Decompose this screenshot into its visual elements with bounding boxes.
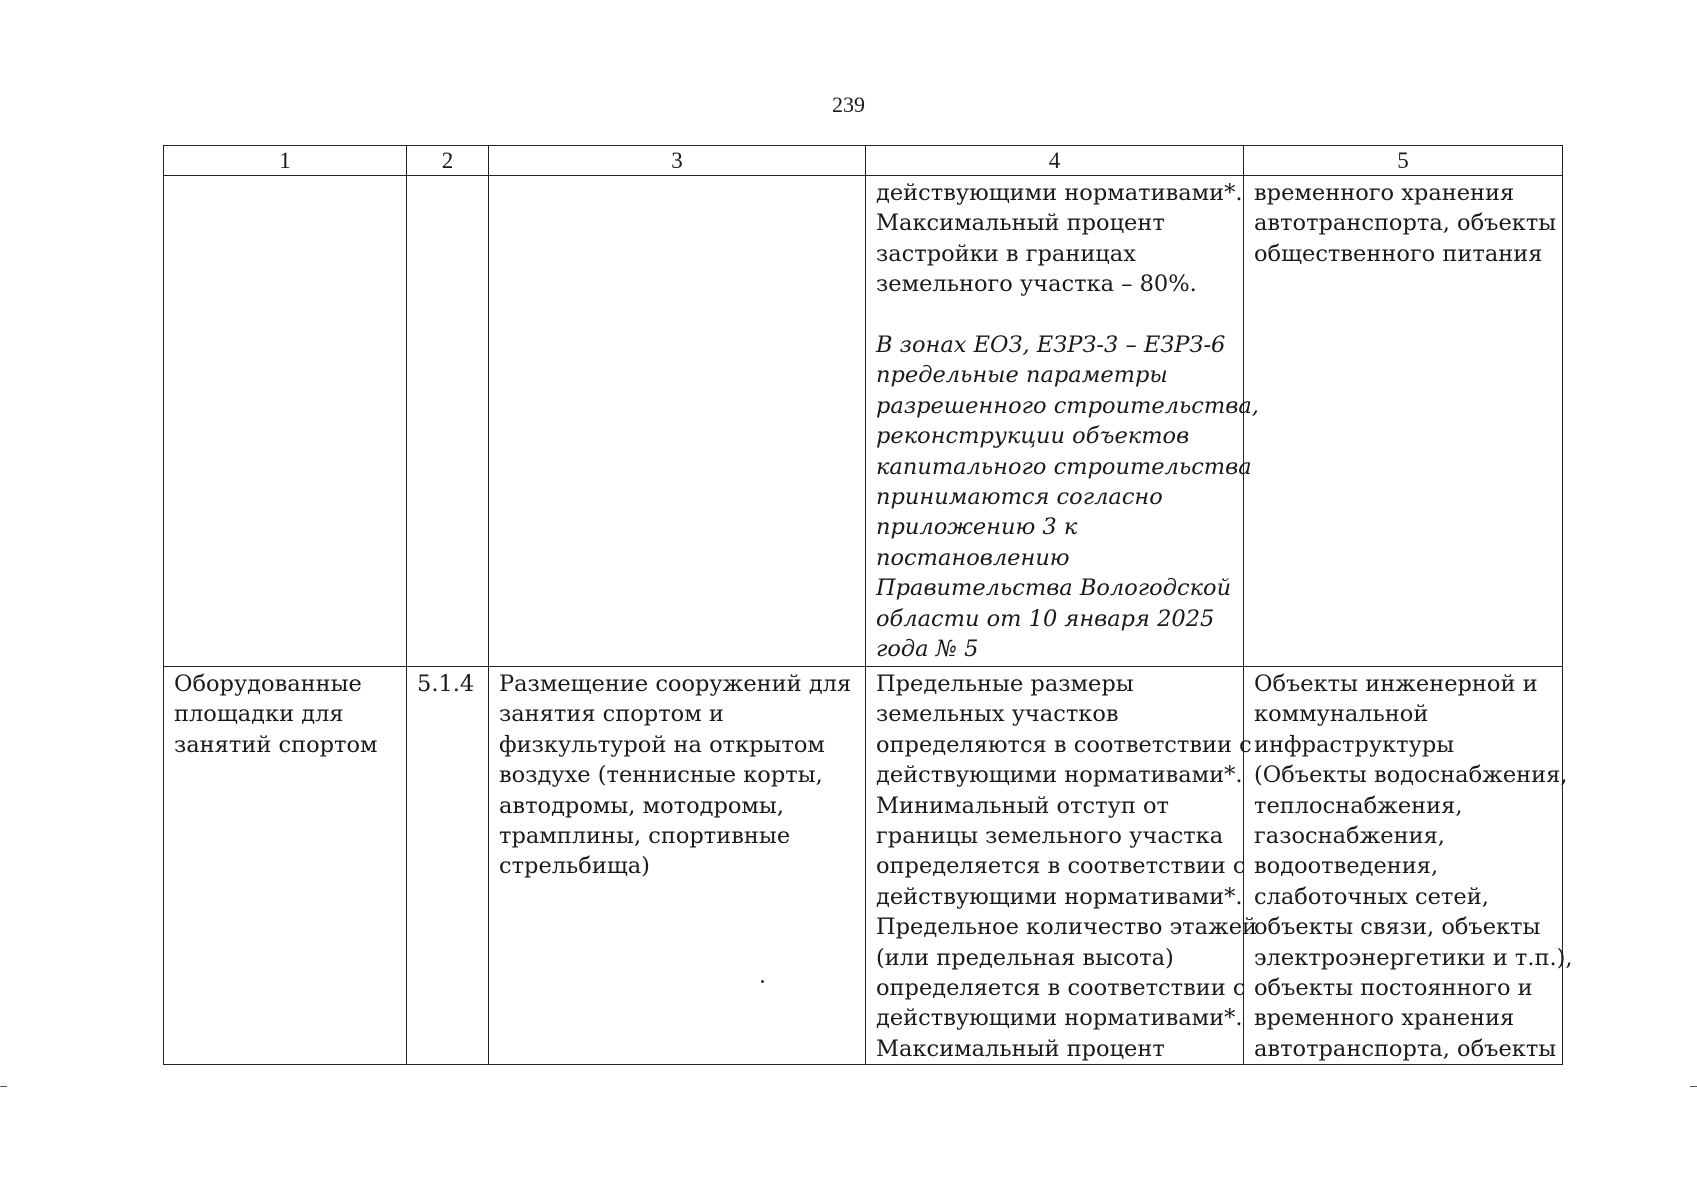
text-line: занятий спортом (174, 731, 378, 758)
text-line: действующими нормативами*. (876, 1005, 1243, 1032)
text-line: действующими нормативами*. (876, 883, 1243, 910)
text-line: Максимальный процент (876, 1035, 1165, 1062)
text-line: определяются в соответствии с (876, 731, 1252, 758)
text-line: площадки для (174, 701, 344, 728)
text-line: (или предельная высота) (876, 944, 1174, 971)
text-line: автотранспорта, объекты (1254, 1035, 1557, 1062)
column-header-4: 4 (866, 146, 1244, 176)
page-number: 239 (832, 92, 865, 117)
text-line: электроэнергетики и т.п.), (1254, 944, 1573, 971)
text-line: коммунальной (1254, 701, 1429, 728)
text-line: временного хранения (1254, 180, 1515, 206)
text-line: земельных участков (876, 701, 1119, 728)
cell-use-code (407, 667, 489, 1065)
regulations-table (163, 145, 1573, 1065)
text-line: водоотведения, (1254, 853, 1439, 880)
italic-text-line: постановлению (876, 544, 1070, 571)
text-line: трамплины, спортивные (499, 823, 791, 850)
text-line: Минимальный отступ от (876, 792, 1169, 819)
cell-parameters-continued (866, 176, 1259, 667)
text-line: определяется в соответствии с (876, 853, 1246, 880)
text-line: газоснабжения, (1254, 823, 1445, 850)
text-line: инфраструктуры (1254, 731, 1455, 758)
text-line: Размещение сооружений для (499, 671, 852, 697)
cell-code-empty (407, 176, 489, 667)
table-row-continuation (164, 176, 1563, 667)
text-line: теплоснабжения, (1254, 792, 1463, 819)
left-margin-tick (0, 1086, 7, 1087)
text-line: (Объекты водоснабжения, (1254, 762, 1568, 789)
italic-text-line: принимаются согласно (876, 484, 1163, 511)
text-line: застройки в границах (876, 240, 1136, 267)
cell-use-objects (1244, 667, 1573, 1065)
column-header-3: 3 (489, 146, 866, 176)
italic-text-line: приложению 3 к (876, 514, 1078, 541)
scan-dot (761, 980, 764, 983)
italic-text-line: года № 5 (876, 636, 979, 663)
table-header-row (164, 146, 1563, 176)
right-margin-tick (1690, 1086, 1697, 1087)
column-header-1: 1 (164, 146, 407, 176)
text-line: занятия спортом и (499, 701, 724, 728)
italic-text-line: предельные параметры (876, 362, 1168, 389)
text-line: Предельное количество этажей (876, 914, 1258, 941)
text-line: автотранспорта, объекты (1254, 210, 1557, 237)
italic-text-line: Правительства Вологодской (876, 575, 1232, 602)
text-line: временного хранения (1254, 1005, 1515, 1032)
column-header-5: 5 (1244, 146, 1563, 176)
italic-text-line: области от 10 января 2025 (876, 605, 1215, 632)
text-line: Объекты инженерной и (1254, 671, 1538, 697)
cell-use-parameters (866, 667, 1258, 1065)
italic-text-line: реконструкции объектов (876, 423, 1190, 450)
text-line: Максимальный процент (876, 210, 1165, 237)
text-line: автодромы, мотодромы, (499, 792, 784, 819)
cell-use-name (164, 667, 407, 1065)
text-line: воздухе (теннисные корты, (499, 762, 823, 789)
text-line: земельного участка – 80%. (876, 271, 1197, 298)
cell-objects-continued (1244, 176, 1563, 667)
cell-name-empty (164, 176, 407, 667)
italic-text-line: капитального строительства (876, 453, 1252, 480)
column-header-2: 2 (407, 146, 489, 176)
italic-text-line: разрешенного строительства, (876, 392, 1259, 419)
table-row-sport-grounds (164, 667, 1563, 1065)
text-line: общественного питания (1254, 240, 1543, 267)
italic-text-line: В зонах ЕОЗ, ЕЗРЗ-3 – ЕЗРЗ-6 (876, 332, 1226, 359)
cell-description-empty (489, 176, 866, 667)
text-line: стрельбища) (499, 853, 650, 880)
text-line: Предельные размеры (876, 671, 1134, 697)
text-line: действующими нормативами*. (876, 180, 1243, 206)
text-line: Оборудованные (174, 671, 362, 697)
text-line: объекты связи, объекты (1254, 914, 1541, 941)
text-line: определяется в соответствии с (876, 975, 1246, 1002)
text-line: физкультурой на открытом (499, 731, 825, 758)
text-line: 5.1.4 (417, 671, 475, 697)
text-line: границы земельного участка (876, 823, 1224, 850)
cell-use-description (489, 667, 866, 1065)
text-line: слаботочных сетей, (1254, 883, 1489, 910)
text-line: объекты постоянного и (1254, 975, 1533, 1002)
text-line: действующими нормативами*. (876, 762, 1243, 789)
